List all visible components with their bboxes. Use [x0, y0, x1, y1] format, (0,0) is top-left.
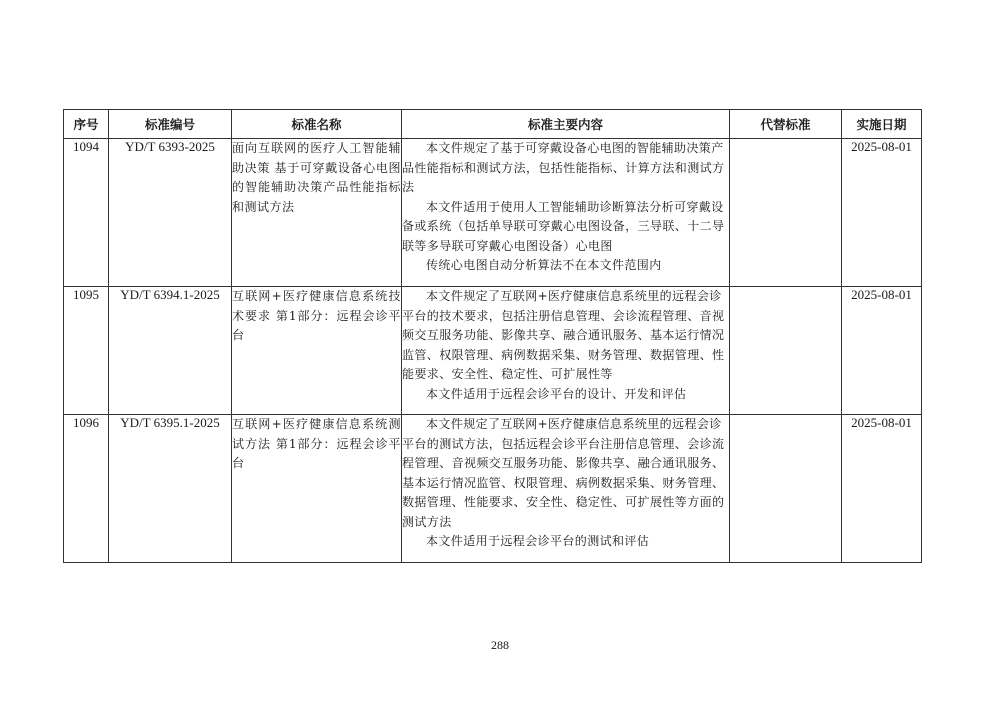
row-replaces: [730, 415, 842, 563]
standards-table: [63, 109, 922, 563]
header-serial: 序号: [64, 110, 109, 139]
table-row: [64, 287, 922, 415]
row-serial: 1094: [64, 139, 109, 287]
content-paragraph: 本文件规定了互联网+医疗健康信息系统里的远程会诊平台的测试方法，包括远程会诊平台注册信息管理、会诊流程管理、音视频交互服务功能、影像共享、融合通讯服务、基本运行情况监管、权限管理、病例数据采集、财务管理、数据管理、性能要求、安全性、稳定性、可扩展性等方面的测试方法: [402, 417, 725, 529]
row-serial: 1095: [64, 287, 109, 415]
row-main-content: [402, 139, 730, 287]
content-paragraph: 本文件适用于使用人工智能辅助诊断算法分析可穿戴设备或系统（包括单导联可穿戴心电图设备，三导联、十二导联等多导联可穿戴心电图设备）心电图: [402, 199, 725, 253]
header-main-content: 标准主要内容: [402, 110, 730, 139]
header-effective-date: 实施日期: [842, 110, 922, 139]
content-paragraph: 传统心电图自动分析算法不在本文件范围内: [426, 258, 662, 272]
content-paragraph: 本文件规定了基于可穿戴设备心电图的智能辅助决策产品性能指标和测试方法，包括性能指标、计算方法和测试方法: [402, 141, 725, 194]
row-standard-code: YD/T 6394.1-2025: [109, 287, 232, 415]
row-standard-name: 互联网+医疗健康信息系统测试方法 第1部分：远程会诊平台: [232, 415, 402, 563]
row-serial: 1096: [64, 415, 109, 563]
header-standard-code: 标准编号: [109, 110, 232, 139]
table-header-row: [64, 110, 922, 139]
row-replaces: [730, 287, 842, 415]
row-standard-code: YD/T 6395.1-2025: [109, 415, 232, 563]
row-standard-code: YD/T 6393-2025: [109, 139, 232, 287]
header-standard-name: 标准名称: [232, 110, 402, 139]
row-effective-date: 2025-08-01: [842, 139, 922, 287]
table-row: [64, 139, 922, 287]
row-effective-date: 2025-08-01: [842, 287, 922, 415]
content-paragraph: 本文件规定了互联网+医疗健康信息系统里的远程会诊平台的技术要求，包括注册信息管理、会诊流程管理、音视频交互服务功能、影像共享、融合通讯服务、基本运行情况监管、权限管理、病例数据采集、财务管理、数据管理、性能要求、安全性、稳定性、可扩展性等: [402, 289, 725, 381]
row-replaces: [730, 139, 842, 287]
row-standard-name: 互联网+医疗健康信息系统技术要求 第1部分：远程会诊平台: [232, 287, 402, 415]
table-row: [64, 415, 922, 563]
row-standard-name: 面向互联网的医疗人工智能辅助决策 基于可穿戴设备心电图的智能辅助决策产品性能指标和测试方法: [232, 139, 402, 287]
content-paragraph: 本文件适用于远程会诊平台的测试和评估: [426, 534, 650, 548]
page-number: 288: [491, 638, 509, 652]
row-effective-date: 2025-08-01: [842, 415, 922, 563]
row-main-content: [402, 415, 730, 563]
row-main-content: [402, 287, 730, 415]
header-replaces: 代替标准: [730, 110, 842, 139]
content-paragraph: 本文件适用于远程会诊平台的设计、开发和评估: [426, 386, 687, 401]
